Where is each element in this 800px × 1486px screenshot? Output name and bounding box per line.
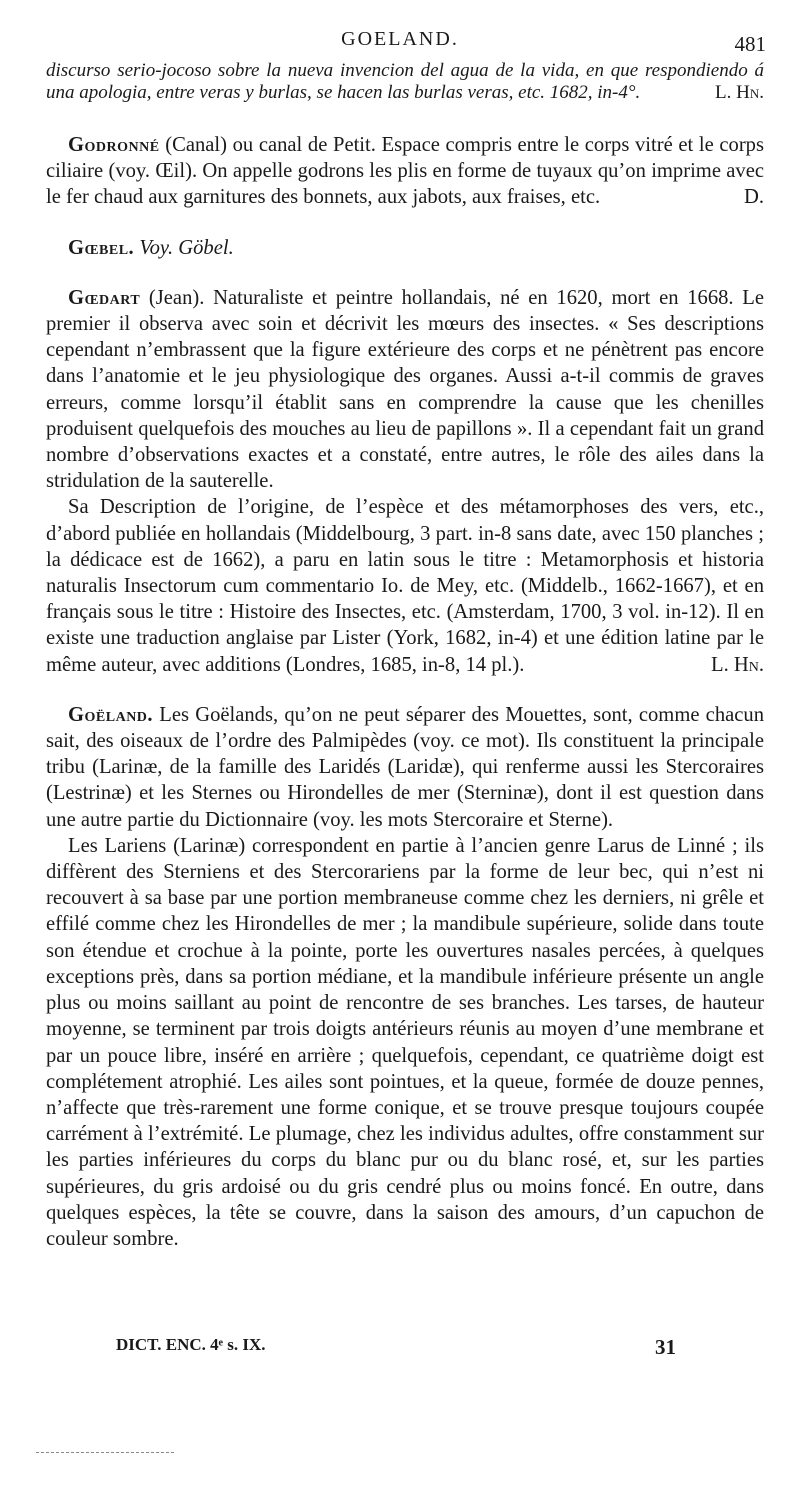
- intro-text: discurso serio-jocoso sobre la nueva invencion del agua de la vida, en que respondiendo á una apologia, entre veras y burlas, se hacen las burlas veras, etc. 1682, in-4°.: [46, 60, 764, 103]
- running-title: GOELAND.: [341, 28, 459, 50]
- footer-volume-mark: DICT. ENC. 4ᵉ s. IX.: [116, 1335, 266, 1354]
- headword-goeland: Goëland.: [68, 703, 154, 726]
- entry-goedart: [46, 285, 764, 495]
- entry-godronne: [46, 132, 764, 211]
- goedart-paragraph-2-block: [46, 494, 764, 677]
- page-number: 481: [734, 32, 766, 56]
- godronne-text: (Canal) ou canal de Petit. Espace compris entre le corps vitré et le corps ciliaire (voy. Œil). On appelle godrons les plis en forme de tuyaux qu’on imprime avec le fer chaud aux garnitures des bonnets, aux jabots, aux fraises, etc.: [46, 134, 764, 209]
- bottom-dashed-rule: [36, 1452, 174, 1453]
- intro-signature: L. Hn.: [715, 82, 764, 103]
- headword-goedart: Gœdart: [68, 286, 141, 309]
- goeland-paragraph-2: Les Lariens (Larinæ) correspondent en partie à l’ancien genre Larus de Linné ; ils diffèrent des Sterniens et des Stercorariens par la forme de leur bec, qui n’est ni recouvert à sa base par une portion membraneuse comme chez les derniers, ni grêle et effilé comme chez les Hirondelles de mer ; la mandibule supérieure, solide dans toute son étendue et crochue à la pointe, porte les ouvertures nasales percées, à quelques exceptions près, dans sa portion médiane, et la mandibule inférieure présente un angle plus ou moins saillant au point de rencontre de ses branches. Les tarses, de hauteur moyenne, se terminent par trois doigts antérieurs réunis au moyen d’une membrane et par un pouce libre, inséré en arrière ; quelquefois, cependant, ce quatrième doigt est complétement atrophié. Les ailes sont pointues, et la queue, formée de douze pennes, n’affecte que très-rarement une forme conique, et se trouve presque toujours coupée carrément à l’extrémité. Le plumage, chez les individus adultes, offre constamment sur les parties inférieures du corps du blanc pur ou du blanc rosé, et, sur les parties supérieures, du gris ardoisé ou du gris cendré plus ou moins foncé. En outre, dans quelques espèces, la tête se couvre, dans la saison des amours, d’un capuchon de couleur sombre.: [46, 834, 764, 1250]
- goebel-text: Voy. Göbel.: [139, 236, 234, 259]
- goedart-paragraph-1: (Jean). Naturaliste et peintre hollandais, né en 1620, mort en 1668. Le premier il observa avec soin et décrivit les mœurs des insectes. « Ses descriptions cependant n’embrassent que la figure extérieure des corps et ne pénètrent pas encore dans l’anatomie et le jeu physiologique des organes. Aussi a-t-il commis de graves erreurs, comme lorsqu’il établit sans en comprendre la cause que les chenilles produisent quelquefois des mouches au lieu de papillons ». Il a cependant fait un grand nombre d’observations exactes et a constaté, entre autres, le rôle des ailes dans la stridulation de la sauterelle.: [46, 286, 764, 493]
- goedart-paragraph-2: Sa Description de l’origine, de l’espèce et des métamorphoses des vers, etc., d’abord publiée en hollandais (Middelbourg, 3 part. in-8 sans date, avec 150 planches ; la dédicace est de 1662), a paru en latin sous le titre : Metamorphosis et historia naturalis Insectorum cum commentario Io. de Mey, etc. (Middelb., 1662-1667), et en français sous le titre : Histoire des Insectes, etc. (Amsterdam, 1700, 3 vol. in-12). Il en existe une traduction anglaise par Lister (York, 1682, in-4) et une édition latine par le même auteur, avec additions (Londres, 1685, in-8, 14 pl.).: [46, 496, 764, 676]
- goeland-paragraph-1: Les Goëlands, qu’on ne peut séparer des Mouettes, sont, comme chacun sait, des oiseaux de l’ordre des Palmipèdes (voy. ce mot). Ils constituent la principale tribu (Larinæ, de la famille des Laridés (Laridæ), qui renferme aussi les Stercoraires (Lestrinæ) et les Sternes ou Hirondelles de mer (Sterninæ), dont il est question dans une autre partie du Dictionnaire (voy. les mots Stercoraire et Sterne).: [46, 703, 764, 831]
- godronne-signature: D.: [743, 186, 764, 209]
- entry-goeland: [46, 702, 764, 833]
- footer-sheet-number: 31: [655, 1335, 676, 1359]
- entry-goebel: [46, 235, 764, 261]
- page-body: [46, 60, 764, 1252]
- headword-goebel: Gœbel.: [68, 236, 135, 259]
- headword-godronne: Godronné: [68, 134, 160, 156]
- page-footer: [116, 1335, 676, 1360]
- intro-paragraph: [46, 60, 764, 104]
- goedart-signature: L. Hn.: [710, 653, 764, 676]
- goeland-paragraph-2-block: [46, 833, 764, 1252]
